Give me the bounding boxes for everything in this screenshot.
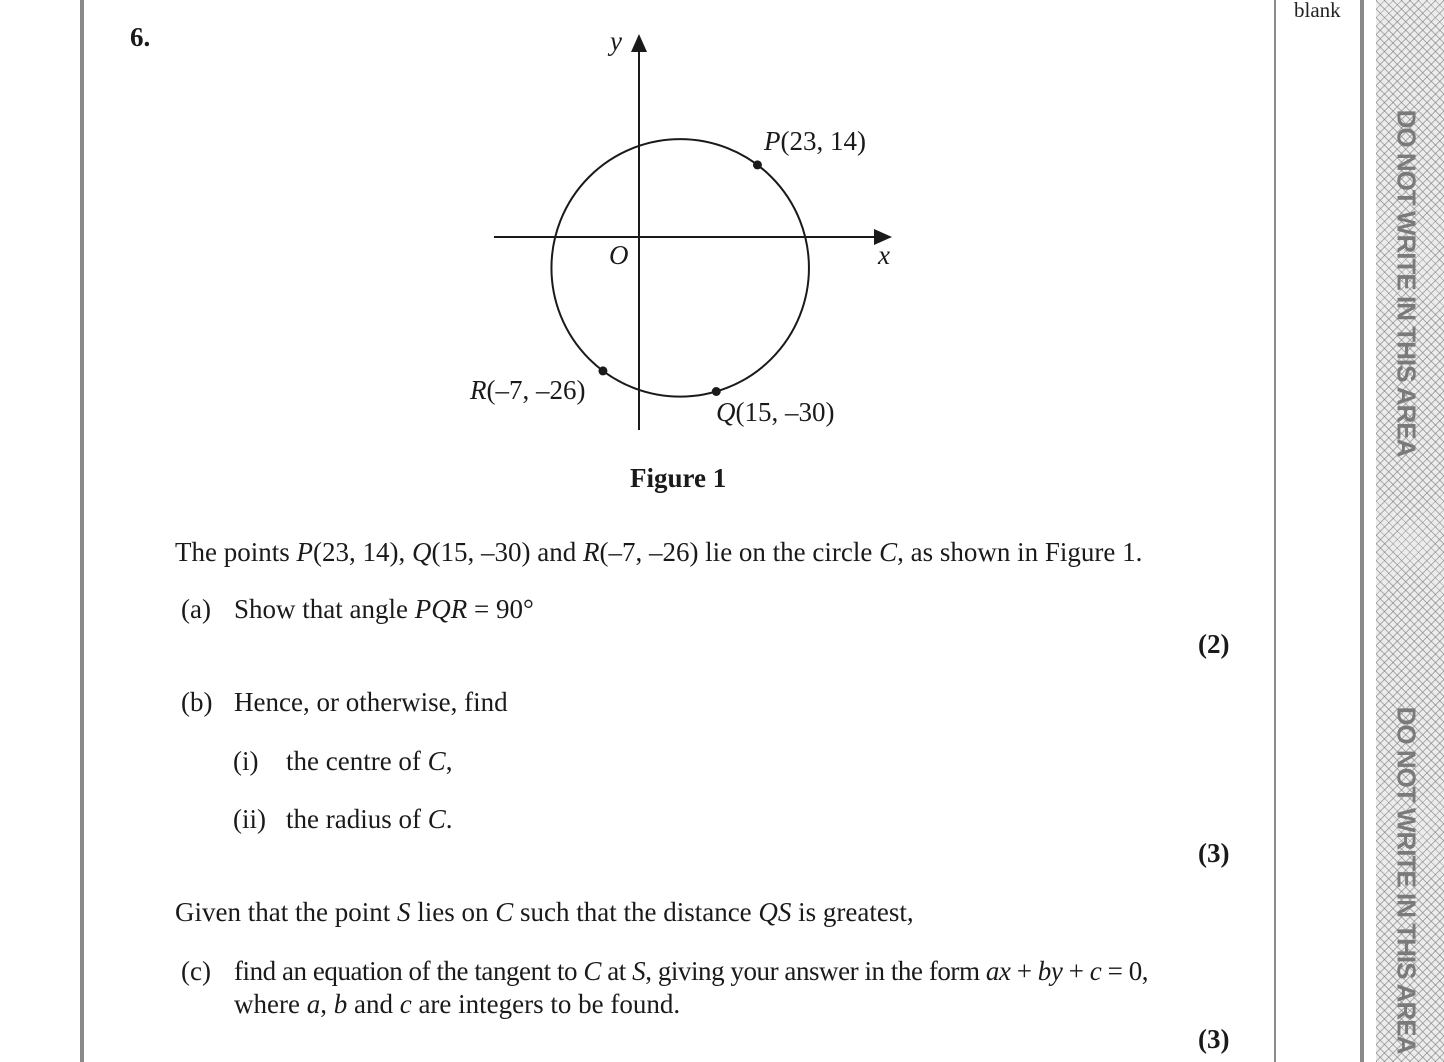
part-b-marks: (3) [1198,838,1230,868]
y-axis-label: y [610,26,622,56]
part-b-label: (b) [181,687,213,717]
figure-caption: Figure 1 [630,463,727,493]
origin-label: O [609,240,629,270]
part-a-label: (a) [181,594,211,624]
part-c-line2: where a, b and c are integers to be found. [234,989,681,1019]
x-axis-label: x [878,240,890,270]
point-q-label: Q(15, –30) [716,397,835,427]
circle-figure [0,0,1444,520]
part-a-text: Show that angle PQR = 90° [234,594,534,624]
point-r-label: R(–7, –26) [470,375,586,405]
part-b-ii-label: (ii) [233,804,266,834]
intro-text: The points P(23, 14), Q(15, –30) and R(–7, –26) lie on the circle C, as shown in Figure 1. [175,537,1143,567]
point-r-dot [598,366,607,375]
part-c-line1: find an equation of the tangent to C at S, giving your answer in the form ax + by + c = 0, [234,956,1149,986]
given-text: Given that the point S lies on C such that the distance QS is greatest, [175,897,914,927]
point-p-label: P(23, 14) [764,126,866,156]
part-b-i-label: (i) [233,746,259,776]
question-number: 6. [130,22,151,52]
part-c-marks: (3) [1198,1024,1230,1054]
circle-c [551,139,809,397]
blank-label: blank [1294,0,1341,22]
point-q-dot [712,387,721,396]
part-a-marks: (2) [1198,629,1230,659]
y-axis-arrow [631,34,647,52]
part-b-ii-text: the radius of C. [286,804,453,834]
margin-warning-bottom: DO NOT WRITE IN THIS AREA [1391,706,1422,1054]
part-b-text: Hence, or otherwise, find [234,687,508,717]
part-b-i-text: the centre of C, [286,746,453,776]
margin-warning-top: DO NOT WRITE IN THIS AREA [1391,109,1422,457]
part-c-label: (c) [181,956,211,986]
point-p-dot [753,160,762,169]
